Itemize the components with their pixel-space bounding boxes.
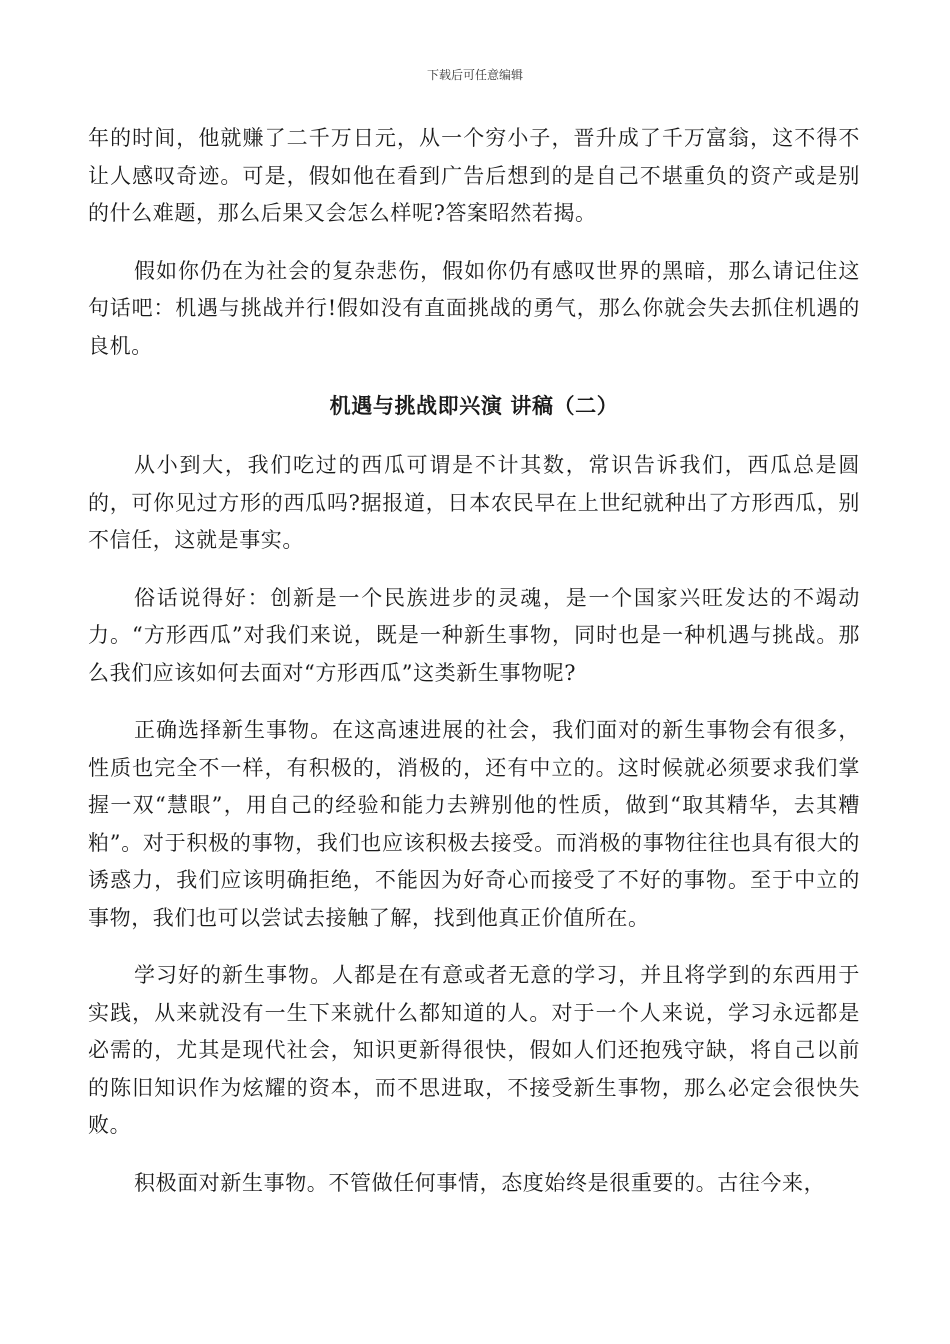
page-header: 下载后可任意编辑 xyxy=(426,68,523,82)
paragraph: 俗话说得好：创新是一个民族进步的灵魂，是一个国家兴旺发达的不竭动力。“方形西瓜”对我们来说，既是一种新生事物，同时也是一种机遇与挑战。那么我们应该如何去面对“方形西瓜”这类新生事物呢? xyxy=(88,585,860,685)
paragraph-continuation: 年的时间，他就赚了二千万日元，从一个穷小子，晋升成了千万富翁，这不得不让人感叹奇迹。可是，假如他在看到广告后想到的是自己不堪重负的资产或是别的什么难题，那么后果又会怎么样呢?答案昭然若揭。 xyxy=(88,126,860,225)
paragraph: 学习好的新生事物。人都是在有意或者无意的学习，并且将学到的东西用于实践，从来就没有一生下来就什么都知道的人。对于一个人来说，学习永远都是必需的，尤其是现代社会，知识更新得很快，假如人们还抱残守缺，将自己以前的陈旧知识作为炫耀的资本，而不思进取，不接受新生事物，那么必定会很快失败。 xyxy=(88,963,860,1137)
document-body xyxy=(88,120,860,1222)
paragraph: 从小到大，我们吃过的西瓜可谓是不计其数，常识告诉我们，西瓜总是圆的，可你见过方形的西瓜吗?据报道，日本农民早在上世纪就种出了方形西瓜，别不信任，这就是事实。 xyxy=(88,453,860,552)
paragraph: 正确选择新生事物。在这高速进展的社会，我们面对的新生事物会有很多，性质也完全不一样，有积极的，消极的，还有中立的。这时候就必须要求我们掌握一双“慧眼”，用自己的经验和能力去辨别他的性质，做到“取其精华，去其糟粕”。对于积极的事物，我们也应该积极去接受。而消极的事物往往也具有很大的诱惑力，我们应该明确拒绝，不能因为好奇心而接受了不好的事物。至于中立的事物，我们也可以尝试去接触了解，找到他真正价值所在。 xyxy=(88,718,860,930)
section-title: 机遇与挑战即兴演 讲稿（二） xyxy=(329,393,619,418)
paragraph: 积极面对新生事物。不管做任何事情，态度始终是很重要的。古往今来， xyxy=(134,1170,826,1195)
paragraph: 假如你仍在为社会的复杂悲伤，假如你仍有感叹世界的黑暗，那么请记住这句话吧：机遇与挑战并行!假如没有直面挑战的勇气，那么你就会失去抓住机遇的良机。 xyxy=(88,258,860,358)
